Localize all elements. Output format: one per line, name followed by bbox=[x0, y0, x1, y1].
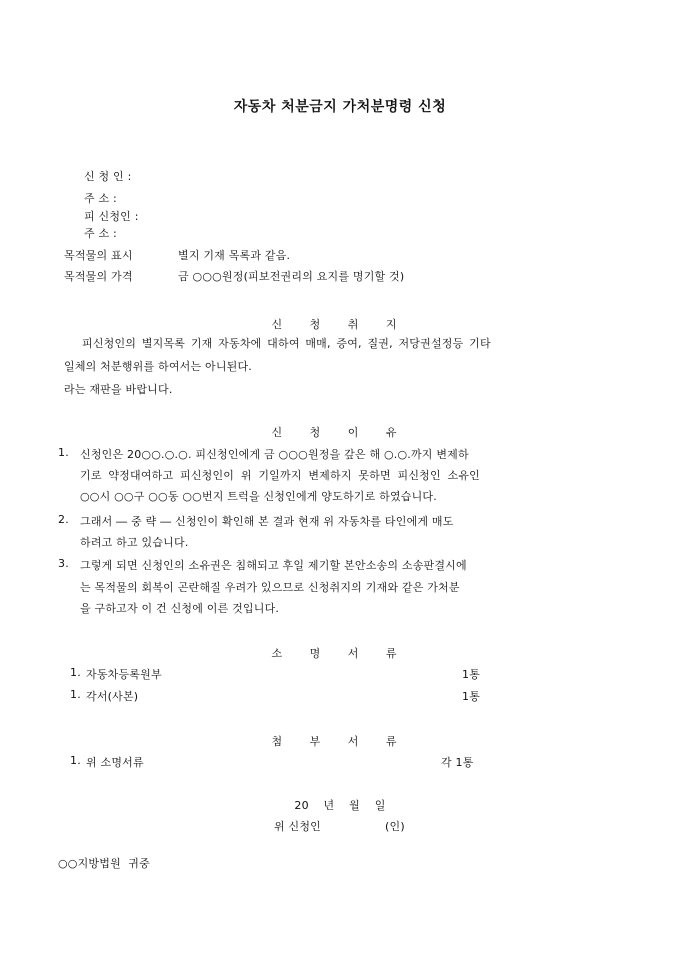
purpose-line: 피신청인의 별지목록 기재 자동차에 대하여 매매, 증여, 질권, 저당권설정등 기타 bbox=[82, 337, 491, 350]
reason-line: 그렇게 되면 신청인의 소유권은 침해되고 후일 제기할 본안소송의 소송판결시에 bbox=[80, 559, 467, 572]
reason-line: 기로 약정대여하고 피신청인이 위 기일까지 변제하지 못하면 피신청인 소유인 bbox=[80, 469, 481, 482]
reason-number: 2. bbox=[58, 513, 69, 526]
purpose-heading: 신 청 취 지 bbox=[271, 318, 409, 331]
reasons-heading: 신 청 이 유 bbox=[271, 426, 409, 439]
reason-line: 그래서 ― 중 략 ― 신청인이 확인해 본 결과 현재 위 자동차를 타인에게 매도 bbox=[80, 515, 454, 528]
reason-line: 는 목적물의 회복이 곤란해질 우려가 있으므로 신청취지의 기재와 같은 가처분 bbox=[80, 581, 460, 594]
document-title: 자동차 처분금지 가처분명령 신청 bbox=[233, 99, 447, 115]
object-price-label: 목적물의 가격 bbox=[64, 270, 133, 283]
court-name: ○○지방법원 귀중 bbox=[58, 857, 150, 870]
evidence-item-name: 자동차등록원부 bbox=[86, 668, 162, 681]
respondent-label: 피 신청인 : bbox=[84, 210, 139, 223]
applicant-label: 신 청 인 : bbox=[84, 170, 132, 183]
evidence-item-name: 각서(사본) bbox=[86, 690, 139, 703]
object-description-value: 별지 기재 목록과 같음. bbox=[178, 249, 291, 262]
respondent-address-label: 주 소 : bbox=[84, 227, 117, 240]
signer-seal: (인) bbox=[385, 820, 405, 833]
evidence-heading: 소 명 서 류 bbox=[271, 647, 409, 660]
attachment-item-count: 각 1통 bbox=[441, 756, 474, 769]
reason-line: ○○시 ○○구 ○○동 ○○번지 트럭을 신청인에게 양도하기로 하였습니다. bbox=[80, 490, 437, 503]
reason-line: 신청인은 20○○.○.○. 피신청인에게 금 ○○○원정을 갚은 해 ○.○.까지 변제하 bbox=[80, 448, 469, 461]
object-price-value: 금 ○○○원정(피보전권리의 요지를 명기할 것) bbox=[178, 270, 405, 283]
purpose-line: 라는 재판을 바랍니다. bbox=[64, 383, 173, 396]
evidence-item-number: 1. bbox=[70, 666, 81, 679]
evidence-item-count: 1통 bbox=[462, 668, 481, 681]
attachment-item-name: 위 소명서류 bbox=[86, 756, 144, 769]
evidence-item-number: 1. bbox=[70, 688, 81, 701]
reason-number: 3. bbox=[58, 557, 69, 570]
reason-line: 하려고 하고 있습니다. bbox=[80, 536, 189, 549]
applicant-address-label: 주 소 : bbox=[84, 192, 117, 205]
attachment-item-number: 1. bbox=[70, 754, 81, 767]
object-description-label: 목적물의 표시 bbox=[64, 249, 133, 262]
date-line: 20 년 월 일 bbox=[294, 799, 386, 812]
reason-number: 1. bbox=[58, 446, 69, 459]
reason-line: 을 구하고자 이 건 신청에 이른 것입니다. bbox=[80, 602, 280, 615]
evidence-item-count: 1통 bbox=[462, 690, 481, 703]
signer-label: 위 신청인 bbox=[274, 820, 322, 833]
attachments-heading: 첨 부 서 류 bbox=[271, 735, 409, 748]
purpose-line: 일체의 처분행위를 하여서는 아니된다. bbox=[64, 360, 253, 373]
